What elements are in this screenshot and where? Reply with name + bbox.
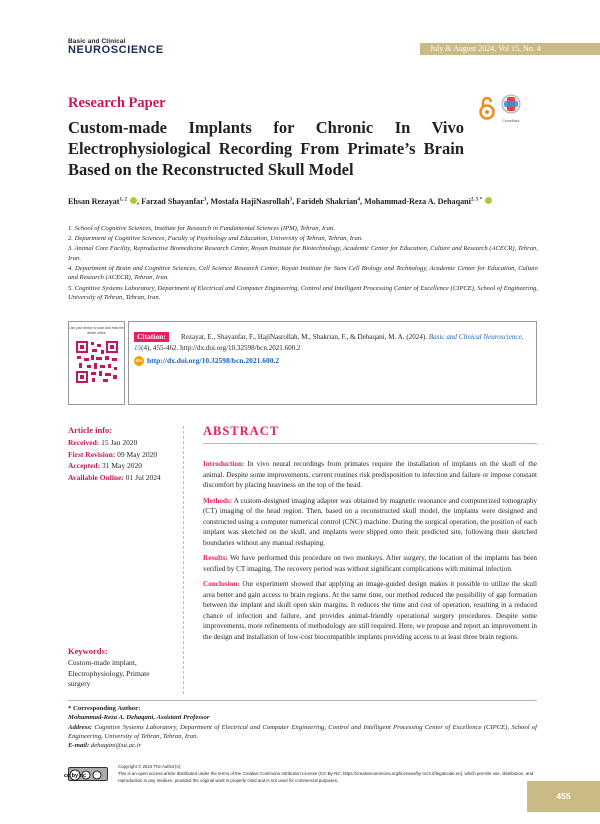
info-label: Received: (68, 438, 100, 447)
author-affil: 1, 2 (119, 197, 127, 203)
corresponding-author (68, 704, 537, 750)
abstract-results (203, 553, 537, 574)
doi-link[interactable]: http://dx.doi.org/10.32598/bcn.2021.600.2 (147, 356, 280, 365)
journal-name: NEUROSCIENCE (68, 44, 164, 56)
affiliation: 1. School of Cognitive Sciences, Institute for Research in Fundamental Sciences (IPM), Tehran, Iran. (68, 225, 335, 232)
page-number: 455 (527, 781, 600, 812)
author-name: Farzad Shayanfar (141, 197, 204, 206)
author-name: Mostafa HajiNasrollah (210, 197, 290, 206)
author-name: Farideh Shakrian (296, 197, 358, 206)
author-affil: 3 (289, 197, 293, 203)
abstract-heading: ABSTRACT (203, 424, 280, 438)
info-value: 15 Jan 2020 (101, 438, 138, 447)
issue-info: July & August 2024, Vol 15, No. 4 (430, 44, 541, 53)
keywords-heading: Keywords: (68, 646, 108, 656)
info-row-available-online (68, 472, 161, 484)
info-label: Accepted: (68, 461, 101, 471)
orcid-icon[interactable] (485, 197, 492, 204)
column-divider (183, 426, 184, 694)
info-value: 31 May 2020 (101, 461, 142, 471)
section-head: Introduction: (203, 460, 245, 468)
section-text: In vivo neural recordings from primates require the installation of implants on the skull of the animal. Despite some improvements, current routines risk predisposition to infection and failure or impose constant discomfort by placing heaviness on the top of the head. (203, 460, 537, 489)
corresponding-rule (68, 700, 537, 701)
affiliation: 3. Animal Core Facility, Reproductive Biomedicine Research Center, Royan Institute for Biotechnology, Academic Center for Education, Culture and Research (ACECR), Tehran, Iran. (68, 245, 538, 262)
article-info-list (68, 437, 161, 484)
section-text: Our experiment showed that applying an image-guided design makes it possible to utilize the skull area better and gain access to brain regions. At the same time, our method reduced the possibility of gap formation between the implant and skull open skin margins. It reduces the time and cost of operation, resulting in a reduced chance of infection and failure, and provides animal-friendly operational surgery procedures. Despite some improvements, more refinements of methodology are still required. Here, we propose and report an improvement in the design and installation of low-cost biocompatible implants providing access to at least three brain regions. (203, 580, 537, 641)
cc-by-nc-icon (63, 769, 107, 781)
license-text: This is an open access article distributed under the terms of the Creative Commons Attribution License (CC-By-NC: https://creativecommons.org/licenses/by-nc/4.0/legalcode.en), which permits use, distribution, and reproduction in any medium, provided the original work is properly cited and is not used for commercial purposes. (118, 770, 534, 783)
corresponding-heading: * Corresponding Author: (68, 705, 141, 712)
section-text: A custom-designed imaging adapter was obtained by magnetic resonance and computerized tomography (CT) imaging of the head region. Then, based on a reconstructed skull model, the implants were designed and constructed using a computer numerical control (CNC) machine. During the surgical operation, the position of each implant was sketched on the skull, and implants were slipped onto their predicted site, following their sketched boundaries without any manual reshaping. (203, 496, 537, 547)
qr-code-icon[interactable] (75, 340, 119, 384)
affiliations (68, 224, 538, 303)
info-row-received (68, 437, 161, 449)
address-label: Address: (68, 723, 93, 731)
address-text: Cognitive Systems Laboratory, Department of Electrical and Computer Engineering, Control and Intelligent Processing Center of Excellence (CIPCE), School of Engineering, University of Tehran, Tehran, Iran. (68, 723, 537, 740)
article-info-heading: Article info: (68, 425, 113, 435)
author-list: Ehsan Rezayat$^{1, 2}$ , Farzad Shayanfar$^3$, Mostafa HajiNasrollah$^3$, Farideh Shakrian$^4$, Mohammad-Reza A. Dehaqani$^{2, 5 *}$ (68, 197, 538, 206)
cc-badge-text: cc by nc (63, 773, 87, 780)
doi-icon: doi (134, 356, 144, 366)
keywords-list: Custom-made implant, Electrophysiology, Primate surgery (68, 658, 150, 688)
section-text: We have performed this procedure on two monkeys. After surgery, the location of the implants has been verified by CT imaging. The recovery period was without significant complications with minimal infection. (203, 554, 537, 573)
author-name: Mohammad-Reza A. Dehaqani (364, 197, 471, 206)
qr-code-box (68, 321, 125, 405)
citation-text (134, 332, 530, 354)
email-label: E-mail: (68, 742, 90, 750)
crossmark-badge[interactable] (500, 94, 522, 122)
copyright-notice (118, 764, 538, 784)
citation-journal[interactable]: Basic and Clinical Neuroscience, 15 (134, 333, 524, 353)
citation-label: Citation: (134, 332, 169, 342)
affiliation: 2. Department of Cognitive Sciences, Faculty of Psychology and Education, University of Tehran, Tehran, Iran. (68, 235, 363, 243)
crossmark-label: CrossMark (502, 119, 520, 123)
author-affil: 3 (203, 197, 207, 203)
author-affil: 4 (357, 197, 361, 203)
cc-license-badge[interactable] (63, 767, 108, 781)
info-row-accepted (68, 460, 161, 472)
info-value: 09 May 2020 (117, 449, 158, 459)
journal-logo (68, 38, 164, 56)
abstract-rule (203, 443, 537, 444)
citation-authors: Rezayat, E., Shayanfar, F., HajiNasrollah, M., Shakrian, F., & Dehaqani, M. A. (2024). (181, 333, 429, 341)
corresponding-name: Mohammad-Reza A. Dehaqani, Assistant Professor (68, 714, 210, 722)
info-label: First Revision: (68, 449, 116, 459)
abstract-introduction (203, 459, 537, 491)
orcid-icon[interactable] (130, 197, 137, 204)
article-title: Custom-made Implants for Chronic In Vivo Electrophysiological Recording From Primate’s Brain Based on the Reconstructed Skull Model (68, 118, 464, 179)
section-head: Results: (203, 554, 228, 562)
copyright-line: Copyright © 2024 The Author(s); (118, 764, 182, 769)
journal-name-small: Basic and Clinical (68, 38, 126, 45)
abstract-conclusion (203, 579, 537, 642)
info-row-first-revision (68, 449, 161, 461)
abstract-body (203, 459, 537, 647)
crossmark-icon (500, 94, 522, 114)
open-access-icon (478, 96, 496, 120)
article-type: Research Paper (68, 95, 166, 111)
corresponding-email (68, 741, 537, 750)
affiliation: 5. Cognitive Systems Laboratory, Department of Electrical and Computer Engineering, Control and Intelligent Processing Center of Excellence (CIPCE), School of Engineering, University of Tehran, Tehran, Iran. (68, 284, 538, 302)
email-link[interactable]: dehaqani@ut.ac.ir (89, 742, 142, 750)
corresponding-address (68, 723, 537, 742)
affiliation: 4. Department of Brain and Cognitive Sciences, Cell Science Research Center, Royan Institute for Stem Cell Biology and Technology, Academic Center for Education, Culture and Research (ACECR), Tehran, Iran. (68, 264, 538, 282)
qr-caption: Use your device to scan and read the article online (69, 326, 124, 335)
section-head: Conclusion: (203, 580, 240, 588)
abstract-methods (203, 496, 537, 549)
info-label: Available Online: (68, 473, 124, 483)
author-affil: 2, 5 * (470, 197, 483, 203)
section-head: Methods: (203, 496, 233, 505)
author-name: Ehsan Rezayat (68, 197, 120, 206)
citation-details: (4), 455-462. http://dx.doi.org/10.32598/bcn.2021.600.2 (141, 344, 301, 353)
info-value: 01 Jul 2024 (125, 473, 161, 483)
